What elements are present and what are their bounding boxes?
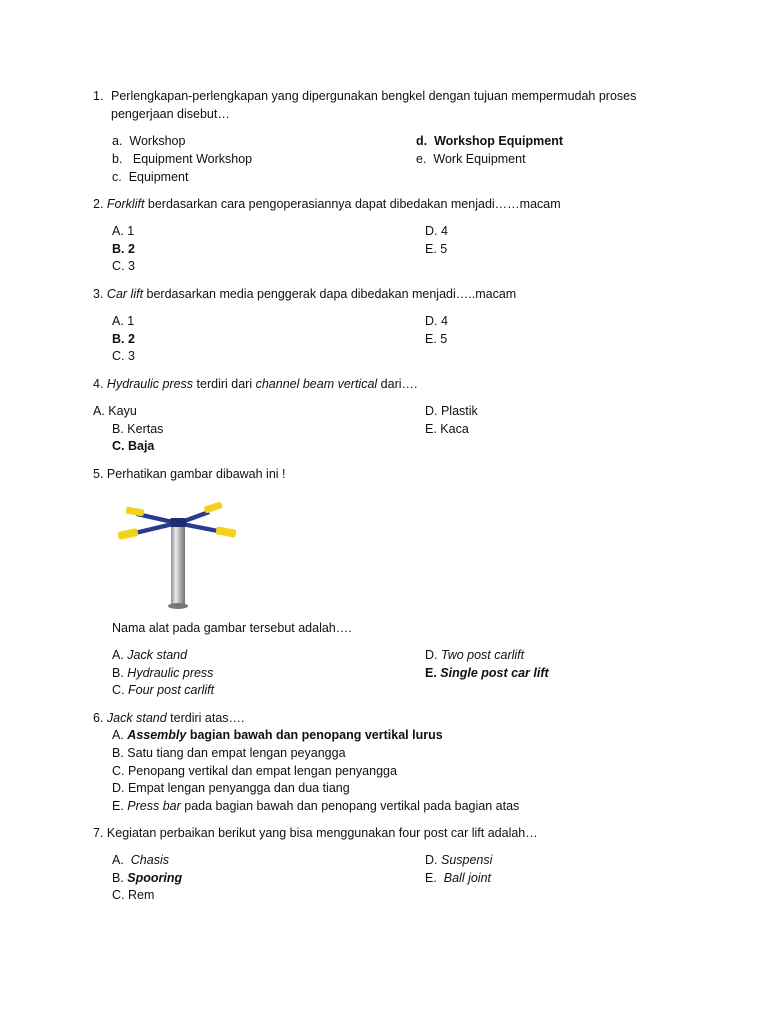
lift-pad-front-right [215,526,236,537]
q1-text-line1: Perlengkapan-perlengkapan yang dipergunakan bengkel dengan tujuan mempermudah proses [111,89,637,103]
q5-option-d: D. Two post carlift [425,648,525,662]
q7-option-e: E. Ball joint [425,871,492,885]
q5-option-c: C. Four post carlift [112,683,215,697]
q4-option-e: E. Kaca [425,422,469,436]
q6-option-c: C. Penopang vertikal dan empat lengan penyangga [112,764,397,778]
q6-question: 6. Jack stand terdiri atas…. [93,711,245,725]
q4-option-d: D. Plastik [425,404,478,418]
lift-pad-back-left [125,506,144,516]
q3-option-b: B. 2 [112,332,135,346]
q7-option-b: B. Spooring [112,871,183,885]
q1-text-line2: pengerjaan disebut… [111,107,230,121]
q6-option-b: B. Satu tiang dan empat lengan peyangga [112,746,346,760]
lift-pole [171,524,185,606]
q4-option-c: C. Baja [112,439,155,453]
q3-option-a: A. 1 [112,314,135,328]
q1-option-d: d. Workshop Equipment [416,134,563,148]
q4-question: 4. Hydraulic press terdiri dari channel beam vertical dari…. [93,377,418,391]
q7-option-a: A. Chasis [112,853,169,867]
q3-option-c: C. 3 [112,349,135,363]
q5-question: 5. Perhatikan gambar dibawah ini ! [93,467,286,481]
q5-prompt: Nama alat pada gambar tersebut adalah…. [112,621,352,635]
q3-option-e: E. 5 [425,332,448,346]
lift-pad-back-right [204,501,223,513]
q2-option-e: E. 5 [425,242,448,256]
q1-number: 1. [93,89,104,103]
single-post-car-lift-image [112,496,242,612]
q4-option-a: A. Kayu [93,404,137,418]
q3-question: 3. Car lift berdasarkan media penggerak dapa dibedakan menjadi…..macam [93,287,517,301]
q7-question: 7. Kegiatan perbaikan berikut yang bisa menggunakan four post car lift adalah… [93,826,538,840]
q3-option-d: D. 4 [425,314,448,328]
q1-option-e: e. Work Equipment [416,152,526,166]
q2-question: 2. Forklift berdasarkan cara pengoperasiannya dapat dibedakan menjadi……macam [93,197,561,211]
lift-pad-front-left [117,528,138,540]
q1-option-a: a. Workshop [112,134,186,148]
q5-option-e: E. Single post car lift [425,666,549,680]
lift-base [168,603,188,609]
q2-option-c: C. 3 [112,259,135,273]
q7-option-d: D. Suspensi [425,853,493,867]
q6-option-d: D. Empat lengan penyangga dan dua tiang [112,781,350,795]
q5-option-a: A. Jack stand [112,648,188,662]
q1-option-c: c. Equipment [112,170,189,184]
q7-option-c: C. Rem [112,888,155,902]
q2-option-d: D. 4 [425,224,448,238]
q4-option-b: B. Kertas [112,422,164,436]
q2-option-a: A. 1 [112,224,135,238]
q1-option-b: b. Equipment Workshop [112,152,253,166]
q6-option-e: E. Press bar pada bagian bawah dan penopang vertikal pada bagian atas [112,799,520,813]
q2-option-b: B. 2 [112,242,135,256]
q6-option-a: A. Assembly bagian bawah dan penopang vertikal lurus [112,728,443,742]
q5-option-b: B. Hydraulic press [112,666,214,680]
lift-hub [170,518,186,527]
